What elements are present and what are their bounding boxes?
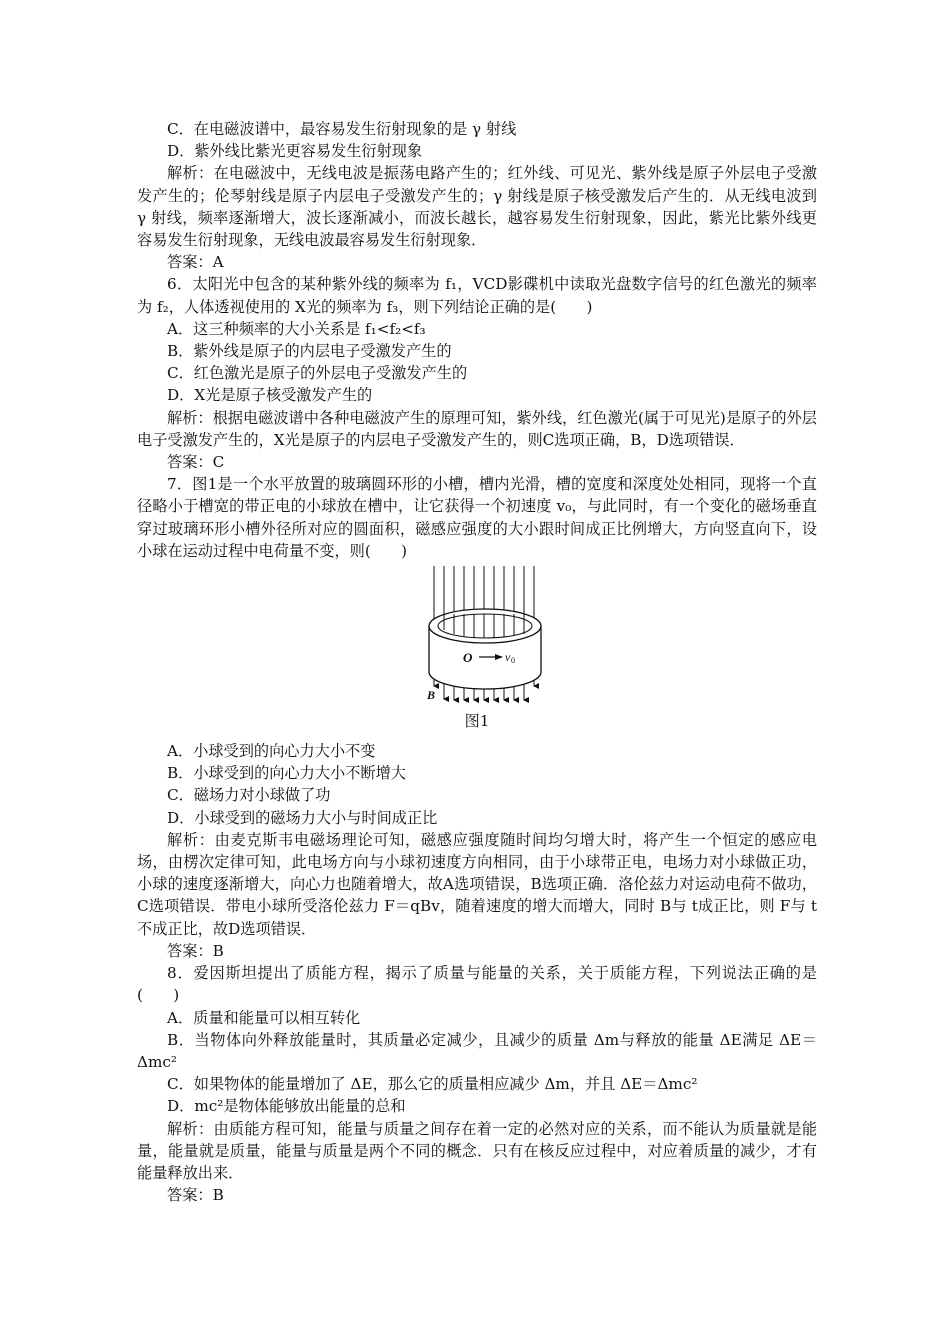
option-c-q7: C．磁场力对小球做了功 — [167, 786, 331, 805]
analysis-q6: 解析：根据电磁波谱中各种电磁波产生的原理可知，紫外线，红色激光(属于可见光)是原子的外层电子受激发产生的，X光是原子的内层电子受激发产生的，则C选项正确，B，D选项错误． — [137, 408, 817, 449]
option-b-q8: B．当物体向外释放能量时，其质量必定减少，且减少的质量 Δm与释放的能量 ΔE满足 ΔE＝Δmc² — [137, 1030, 817, 1071]
option-d-q6: D．X光是原子核受激发产生的 — [167, 386, 373, 405]
figure-ring-trough — [137, 564, 817, 740]
document-page — [137, 118, 817, 1206]
analysis-q7: 解析：由麦克斯韦电磁场理论可知，磁感应强度随时间均匀增大时，将产生一个恒定的感应电场，由楞次定律可知，此电场方向与小球初速度方向相同，由于小球带正电，电场力对小球做正功，小球的速度逐渐增大，向心力也随着增大，故A选项错误，B选项正确．洛伦兹力对运动电荷不做功，C选项错误．带电小球所受洛伦兹力 F＝qBv，随着速度的增大而增大，同时 B与 t成正比，则 F与 t不成正比，故D选项错误． — [137, 830, 817, 938]
figure-caption: 图1 — [464, 712, 490, 731]
ring-trough-diagram — [426, 564, 544, 714]
ring-inner-rim — [438, 614, 532, 638]
question-7: 7．图1是一个水平放置的玻璃圆环形的小槽，槽内光滑，槽的宽度和深度处处相同，现将一个直径略小于槽宽的带正电的小球放在槽中，让它获得一个初速度 v₀，与此同时，有一个变化的磁场垂直穿过玻璃环形小槽外径所对应的圆面积，磁感应强度的大小跟时间成正比例增大，方向竖直向下，设小球在运动过程中电荷量不变，则( ) — [137, 475, 817, 560]
option-a-q8: A．质量和能量可以相互转化 — [167, 1008, 361, 1027]
analysis-q5: 解析：在电磁波中，无线电波是振荡电路产生的；红外线、可见光、紫外线是原子外层电子受激发产生的；伦琴射线是原子内层电子受激发产生的；γ 射线是原子核受激发后产生的．从无线电波到 γ 射线，频率逐渐增大，波长逐渐减小，而波长越长，越容易发生衍射现象，因此，紫光比紫外线更容易发生衍射现象，无线电波最容易发生衍射现象． — [137, 164, 817, 250]
answer-q5: 答案：A — [167, 253, 224, 272]
question-6: 6．太阳光中包含的某种紫外线的频率为 f₁，VCD影碟机中读取光盘数字信号的红色激光的频率为 f₂，人体透视使用的 X光的频率为 f₃，则下列结论正确的是( ) — [137, 275, 817, 316]
option-d-q5: D．紫外线比紫光更容易发生衍射现象 — [167, 142, 423, 161]
option-a-q7: A．小球受到的向心力大小不变 — [167, 742, 376, 761]
option-c-q5: C．在电磁波谱中，最容易发生衍射现象的是 γ 射线 — [167, 120, 517, 138]
label-v: v — [505, 650, 511, 665]
answer-q6: 答案：C — [167, 453, 225, 472]
question-8: 8．爱因斯坦提出了质能方程，揭示了质量与能量的关系，关于质能方程，下列说法正确的是( ) — [137, 964, 817, 1005]
option-c-q8: C．如果物体的能量增加了 ΔE，那么它的质量相应减少 Δm，并且 ΔE＝Δmc² — [167, 1075, 698, 1094]
analysis-q8: 解析：由质能方程可知，能量与质量之间存在着一定的必然对应的关系，而不能认为质量就是能量，能量就是质量，能量与质量是两个不同的概念．只有在核反应过程中，对应着质量的减少，才有能量释放出来． — [137, 1119, 817, 1182]
option-b-q7: B．小球受到的向心力大小不断增大 — [167, 764, 406, 783]
label-b: B — [427, 688, 436, 703]
option-a-q6: A．这三种频率的大小关系是 f₁<f₂<f₃ — [167, 319, 426, 338]
option-d-q8: D．mc²是物体能够放出能量的总和 — [167, 1097, 406, 1116]
label-o: O — [463, 650, 473, 666]
option-d-q7: D．小球受到的磁场力大小与时间成正比 — [167, 808, 438, 827]
answer-q7: 答案：B — [167, 941, 224, 960]
answer-q8: 答案：B — [167, 1186, 224, 1205]
label-v-subscript: 0 — [511, 656, 515, 666]
option-c-q6: C．红色激光是原子的外层电子受激发产生的 — [167, 364, 468, 383]
option-b-q6: B．紫外线是原子的内层电子受激发产生的 — [167, 342, 452, 361]
